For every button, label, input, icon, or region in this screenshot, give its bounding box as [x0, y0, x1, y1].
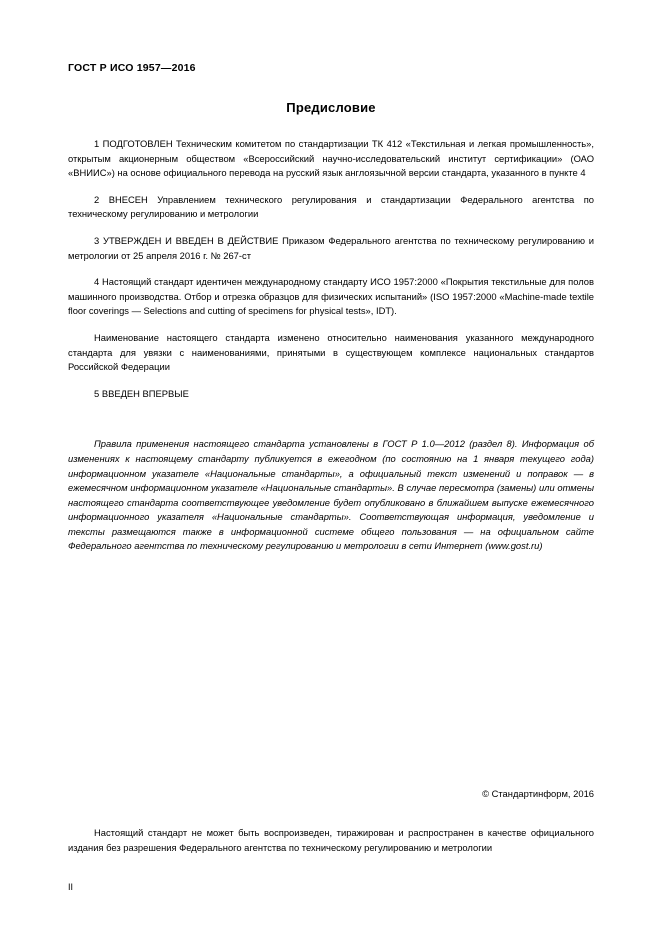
copyright-line: © Стандартинформ, 2016 — [482, 788, 594, 799]
paragraph-4-note: Наименование настоящего стандарта изменено относительно наименования указанного международного стандарта для увязки с наименованиями, принятыми в существующем комплексе национальных стандартов Российской Федерации — [68, 331, 594, 373]
page-number: II — [68, 882, 74, 892]
standard-designation: ГОСТ Р ИСО 1957—2016 — [68, 62, 196, 74]
page-title: Предисловие — [286, 100, 376, 115]
page-content — [68, 62, 594, 892]
paragraph-5: 5 ВВЕДЕН ВПЕРВЫЕ — [94, 387, 189, 399]
paragraph-1: 1 ПОДГОТОВЛЕН Техническим комитетом по стандартизации ТК 412 «Текстильная и легкая промышленность», открытым акционерным обществом «Всероссийский научно-исследовательский институт сертификации» (ОАО «ВНИИС») на основе официального перевода на русский язык англоязычной версии стандарта, указанного в пункте 4 — [68, 138, 594, 179]
paragraph-3: 3 УТВЕРЖДЕН И ВВЕДЕН В ДЕЙСТВИЕ Приказом Федерального агентства по техническому регулированию и метрологии от 25 апреля 2016 г. № 267-ст — [68, 234, 594, 261]
application-notice: Правила применения настоящего стандарта установлены в ГОСТ Р 1.0—2012 (раздел 8). Информация об изменениях к настоящему стандарту публикуется в ежегодном (по состоянию на 1 января текущего года) информационном указателе «Национальные стандарты», а официальный текст изменений и поправок — в ежемесячном информационном указателе «Национальные стандарты». В случае пересмотра (замены) или отмены настоящего стандарта соответствующее уведомление будет опубликовано в ближайшем выпуске ежемесячного информационного указателя «Национальные стандарты». Соответствующая информация, уведомление и тексты размещаются также в информационной системе общего пользования — на официальном сайте Федерального агентства по техническому регулированию и метрологии в сети Интернет (www.gost.ru) — [68, 438, 594, 552]
paragraph-2: 2 ВНЕСЕН Управлением технического регулирования и стандартизации Федерального агентства по техническому регулированию и метрологии — [68, 193, 594, 220]
application-notice-block — [68, 437, 594, 554]
reproduction-notice: Настоящий стандарт не может быть воспроизведен, тиражирован и распространен в качестве официального издания без разрешения Федерального агентства по техническому регулированию и метрологии — [68, 827, 594, 853]
paragraph-4: 4 Настоящий стандарт идентичен международному стандарту ИСО 1957:2000 «Покрытия текстильные для полов машинного производства. Отбор и отрезка образцов для физических испытаний» (ISO 1957:2000 «Machine-made textile floor coverings — Selections and cutting of specimens for physical tests», IDT). — [68, 276, 594, 317]
